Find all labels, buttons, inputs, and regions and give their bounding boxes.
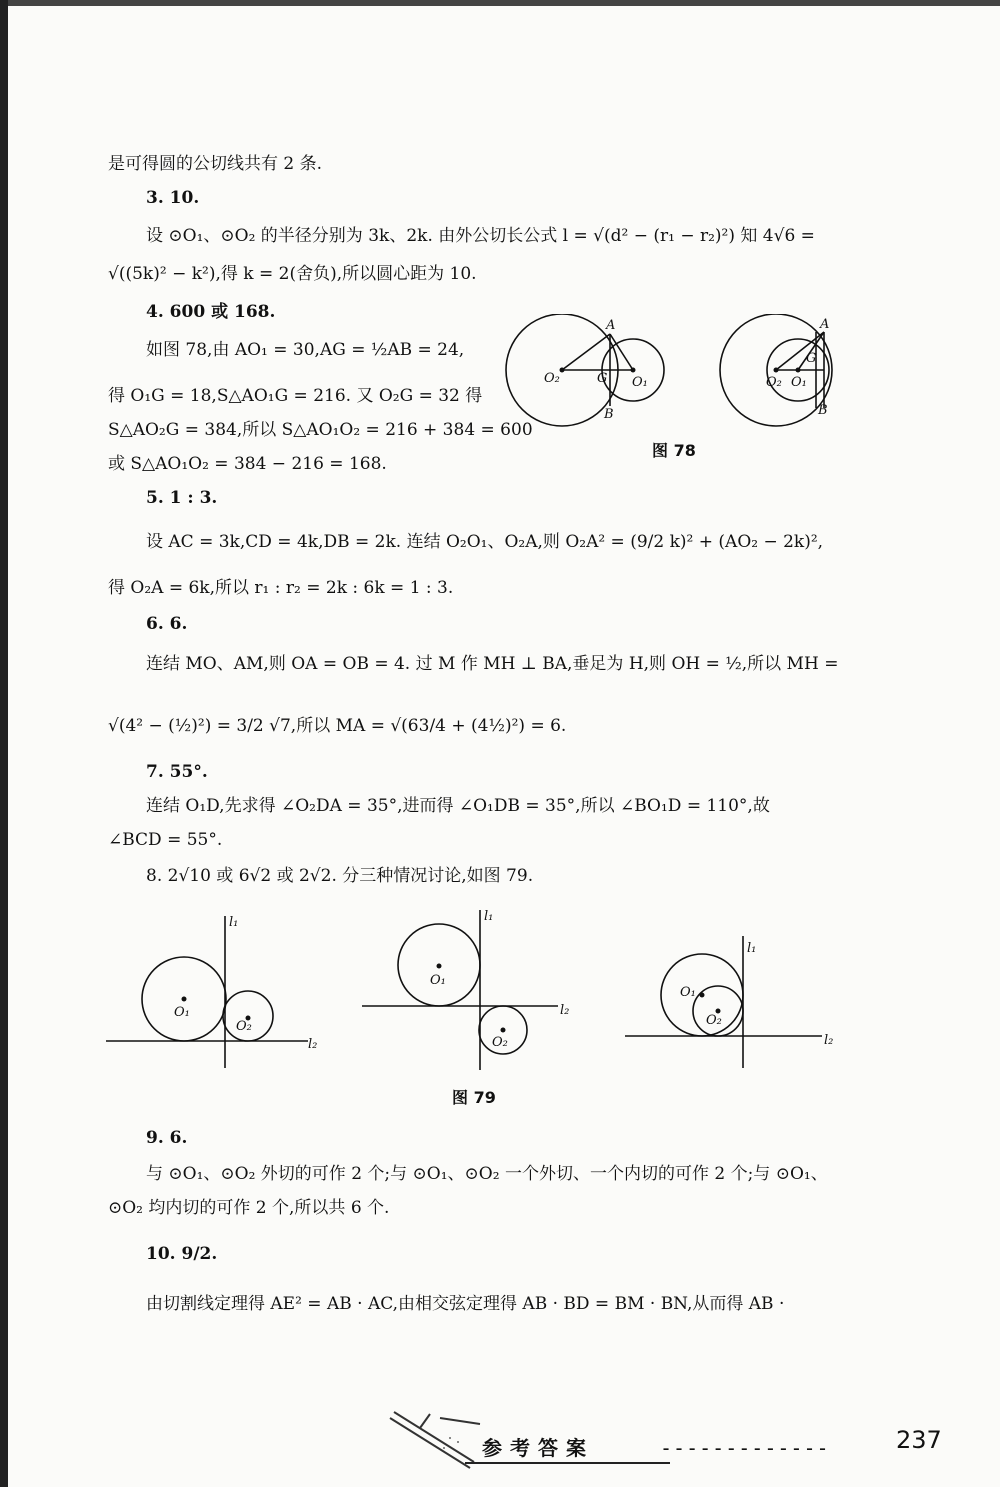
page-top-edge: [0, 0, 1000, 6]
pen-decoration-icon: [380, 1398, 490, 1478]
text-line: ∠BCD = 55°.: [108, 830, 223, 850]
text-line: 连结 O₁D,先求得 ∠O₂DA = 35°,进而得 ∠O₁DB = 35°,所以 ∠BO₁D = 110°,故: [146, 796, 770, 816]
figure-79-caption: 图 79: [452, 1088, 496, 1107]
fig78-label-a: A: [820, 317, 830, 332]
fig79-label-o2: O₂: [706, 1013, 722, 1028]
fig78-label-g: G: [806, 351, 817, 366]
fig79-label-o2: O₂: [236, 1019, 252, 1034]
text-line: 得 O₂A = 6k,所以 r₁ : r₂ = 2k : 6k = 1 : 3.: [108, 578, 454, 598]
fig79-label-o1: O₁: [430, 973, 446, 988]
fig79-label-l1: l₁: [747, 941, 757, 956]
page-left-edge: [0, 0, 8, 1487]
fig79-label-l2: l₂: [308, 1037, 318, 1052]
figure-78-caption: 图 78: [652, 441, 696, 460]
fig78-label-o2: O₂: [766, 375, 782, 390]
text-line: √(4² − (½)²) = 3/2 √7,所以 MA = √(63/4 + (4½)²) = 6.: [108, 716, 567, 736]
figure-79: [100, 906, 860, 1076]
fig79-label-l1: l₁: [229, 915, 239, 930]
text-line: 设 AC = 3k,CD = 4k,DB = 2k. 连结 O₂O₁、O₂A,则 O₂A² = (9/2 k)² + (AO₂ − 2k)²,: [146, 532, 824, 552]
text-line: S△AO₂G = 384,所以 S△AO₁O₂ = 216 + 384 = 600: [108, 420, 533, 440]
footer-section-label: 参考答案: [482, 1436, 594, 1460]
text-line: 连结 MO、AM,则 OA = OB = 4. 过 M 作 MH ⊥ BA,垂足为 H,则 OH = ½,所以 MH =: [146, 654, 839, 674]
fig79-label-o2: O₂: [492, 1035, 508, 1050]
fig79-label-o1: O₁: [680, 985, 696, 1000]
figure-78: [500, 314, 860, 430]
answer-number: 7. 55°.: [146, 762, 208, 782]
text-line: 得 O₁G = 18,S△AO₁G = 216. 又 O₂G = 32 得: [108, 386, 483, 406]
answer-number: 3. 10.: [146, 188, 200, 208]
fig78-label-o2: O₂: [544, 371, 560, 386]
answer-number: 6. 6.: [146, 614, 188, 634]
text-line: 如图 78,由 AO₁ = 30,AG = ½AB = 24,: [146, 340, 465, 360]
text-line: 设 ⊙O₁、⊙O₂ 的半径分别为 3k、2k. 由外公切长公式 l = √(d² − (r₁ − r₂)²) 知 4√6 =: [146, 226, 815, 246]
footer-dash-leader: -------------: [660, 1436, 830, 1460]
text-line: 或 S△AO₁O₂ = 384 − 216 = 168.: [108, 454, 387, 474]
footer-rule: [465, 1462, 670, 1464]
fig79-label-l2: l₂: [824, 1033, 834, 1048]
answer-number: 9. 6.: [146, 1128, 188, 1148]
fig78-label-a: A: [606, 318, 616, 333]
fig79-label-l2: l₂: [560, 1003, 570, 1018]
text-line: 是可得圆的公切线共有 2 条.: [108, 154, 323, 174]
fig78-label-b: B: [604, 407, 614, 422]
fig79-label-l1: l₁: [484, 909, 494, 924]
text-line: 与 ⊙O₁、⊙O₂ 外切的可作 2 个;与 ⊙O₁、⊙O₂ 一个外切、一个内切的可作 2 个;与 ⊙O₁、: [146, 1164, 828, 1184]
text-line: 8. 2√10 或 6√2 或 2√2. 分三种情况讨论,如图 79.: [146, 866, 534, 886]
answer-number: 5. 1 : 3.: [146, 488, 218, 508]
answer-number: 10. 9/2.: [146, 1244, 218, 1264]
text-line: ⊙O₂ 均内切的可作 2 个,所以共 6 个.: [108, 1198, 390, 1218]
page-number: 237: [896, 1426, 942, 1454]
text-line: √((5k)² − k²),得 k = 2(舍负),所以圆心距为 10.: [108, 264, 477, 284]
fig78-label-o1: O₁: [791, 375, 807, 390]
fig78-label-b: B: [818, 403, 828, 418]
fig78-label-g: G: [597, 371, 608, 386]
text-line: 由切割线定理得 AE² = AB · AC,由相交弦定理得 AB · BD = BM · BN,从而得 AB ·: [146, 1294, 785, 1314]
fig79-label-o1: O₁: [174, 1005, 190, 1020]
answer-number: 4. 600 或 168.: [146, 302, 276, 322]
fig78-label-o1: O₁: [632, 375, 648, 390]
